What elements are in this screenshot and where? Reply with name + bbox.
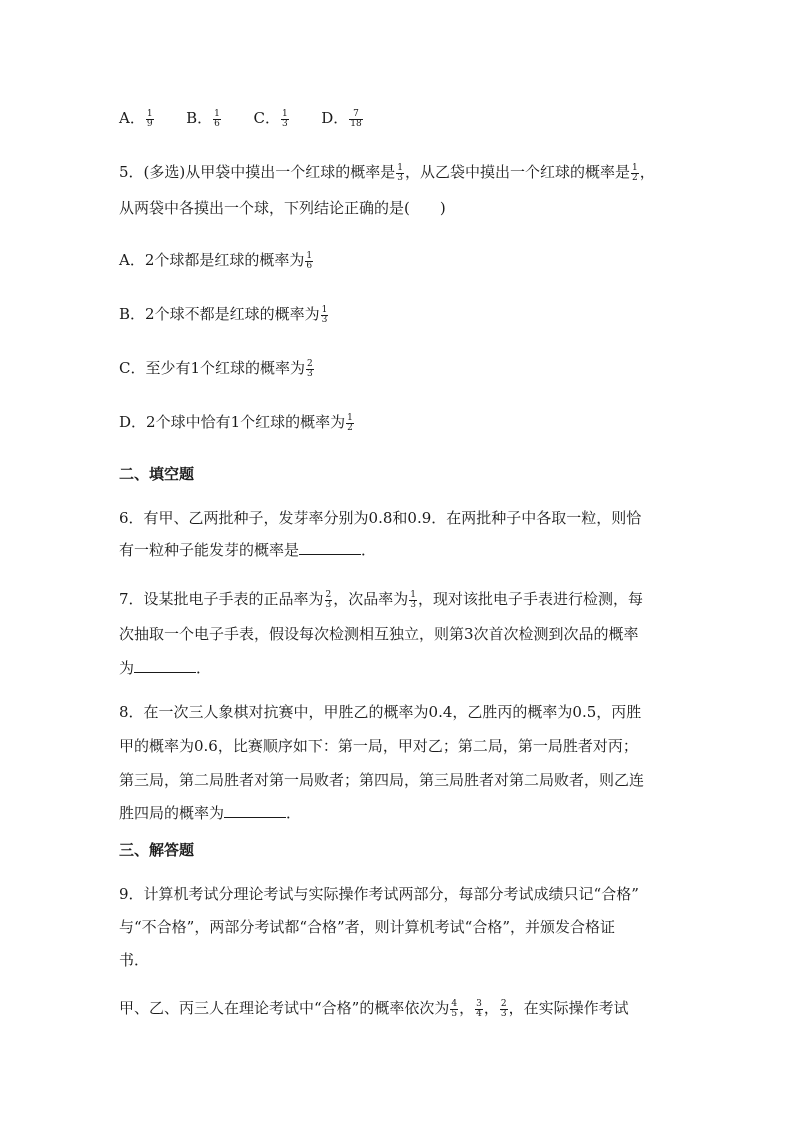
q4-options xyxy=(119,108,364,129)
q4-option-d: D． $\frac{7}{18}$ xyxy=(321,108,362,129)
section-heading-solutions: 三、解答题 xyxy=(119,841,195,859)
q5-option-c: C．至少有1个红球的概率为 $\frac{2}{3}$ xyxy=(119,358,313,379)
q4-option-b: B． $\frac{1}{6}$ xyxy=(186,108,220,129)
q8-line2: 甲的概率为0.6，比赛顺序如下：第一局，甲对乙；第二局，第一局胜者对丙； xyxy=(119,737,638,755)
answer-blank xyxy=(224,803,286,818)
answer-blank xyxy=(299,540,361,555)
q8-line3: 第三局，第二局胜者对第一局败者；第四局，第三局胜者对第二局败者，则乙连 xyxy=(119,771,645,789)
q5-stem-line2: 从两袋中各摸出一个球，下列结论正确的是( ) xyxy=(119,199,446,217)
q5-option-b: B．2个球不都是红球的概率为 $\frac{1}{3}$ xyxy=(119,304,328,325)
q5-option-a: A．2个球都是红球的概率为 $\frac{1}{6}$ xyxy=(119,250,313,271)
q7-line1: 7．设某批电子手表的正品率为 $\frac{2}{3}$ ，次品率为 $\frac{1}{3}$ ，现对该批电子手表进行检测，每 xyxy=(119,589,644,610)
q7-line2: 次抽取一个电子手表，假设每次检测相互独立，则第3次首次检测到次品的概率 xyxy=(119,625,639,643)
q6-line2: 有一粒种子能发芽的概率是 ． xyxy=(119,541,377,559)
section-heading-fill-in: 二、填空题 xyxy=(119,465,195,483)
q8-line4: 胜四局的概率为 ． xyxy=(119,804,302,822)
q5-stem-line1: 5．(多选)从甲袋中摸出一个红球的概率是 $\frac{1}{3}$ ，从乙袋中摸出一个红球的概率是 $\frac{1}{2}$ ， xyxy=(119,162,655,183)
q9-line1: 9．计算机考试分理论考试与实际操作考试两部分，每部分考试成绩只记“合格” xyxy=(119,885,639,903)
q6-line1: 6．有甲、乙两批种子，发芽率分别为0.8和0.9．在两批种子中各取一粒，则恰 xyxy=(119,509,642,527)
fraction: $\frac{1}{2}$ xyxy=(632,162,638,183)
q7-line3: 为 ． xyxy=(119,659,212,677)
q4-option-c: C． $\frac{1}{3}$ xyxy=(253,108,288,129)
answer-blank xyxy=(134,658,196,673)
q8-line1: 8．在一次三人象棋对抗赛中，甲胜乙的概率为0.4，乙胜丙的概率为0.5，丙胜 xyxy=(119,703,642,721)
q9-line3: 书． xyxy=(119,951,150,969)
q9-line2: 与“不合格”，两部分考试都“合格”者，则计算机考试“合格”，并颁发合格证 xyxy=(119,918,616,936)
q9-line4: 甲、乙、丙三人在理论考试中“合格”的概率依次为 $\frac{4}{5}$ ， $\frac{3}{4}$ ， $\frac{2}{3}$ ，在实际操作考试 xyxy=(119,998,629,1019)
fraction: $\frac{1}{3}$ xyxy=(397,162,403,183)
q4-option-a: A． $\frac{1}{9}$ xyxy=(119,108,153,129)
q5-option-d: D．2个球中恰有1个红球的概率为 $\frac{1}{2}$ xyxy=(119,412,353,433)
